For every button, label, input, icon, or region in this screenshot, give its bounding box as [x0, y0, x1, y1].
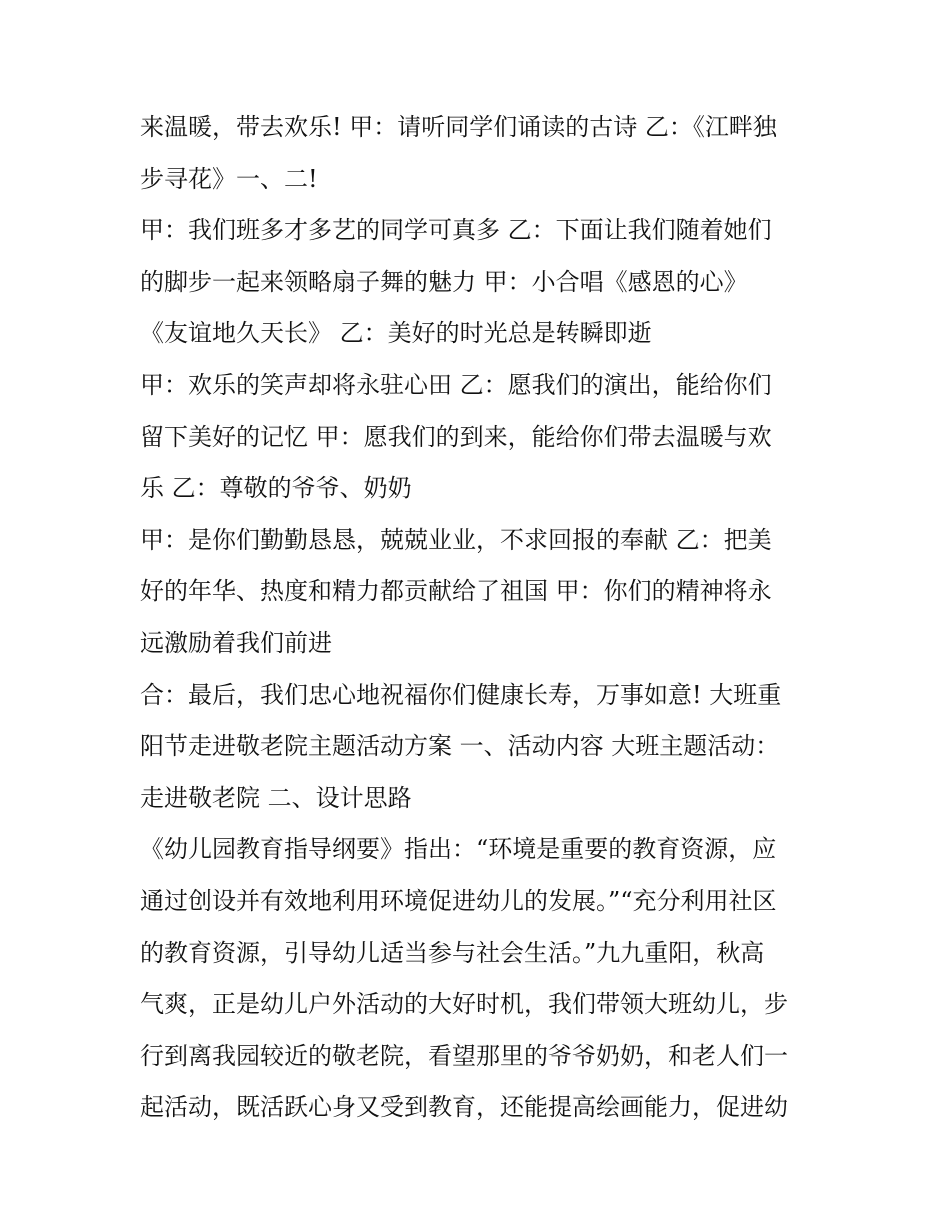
text-line: 步寻花》一、二!: [140, 164, 318, 193]
text-line: 《幼儿园教育指导纲要》指出：“环境是重要的教育资源，应: [140, 835, 777, 864]
text-line: 甲：我们班多才多艺的同学可真多 乙：下面让我们随着她们: [140, 216, 772, 245]
text-line: 阳节走进敬老院主题活动方案 一、活动内容 大班主题活动：: [140, 732, 780, 761]
text-line: 甲：是你们勤勤恳恳，兢兢业业，不求回报的奉献 乙：把美: [140, 525, 772, 554]
text-line: 通过创设并有效地利用环境促进幼儿的发展。”“充分利用社区: [140, 886, 777, 915]
text-line: 乐 乙：尊敬的爷爷、奶奶: [140, 474, 412, 503]
text-line: 远激励着我们前进: [140, 628, 332, 657]
text-line: 气爽，正是幼儿户外活动的大好时机，我们带领大班幼儿，步: [140, 990, 788, 1019]
text-line: 行到离我园较近的敬老院，看望那里的爷爷奶奶，和老人们一: [140, 1041, 788, 1070]
text-line: 好的年华、热度和精力都贡献给了祖国 甲：你们的精神将永: [140, 577, 772, 606]
text-line: 留下美好的记忆 甲：愿我们的到来，能给你们带去温暖与欢: [140, 422, 772, 451]
text-line: 合：最后，我们忠心地祝福你们健康长寿，万事如意! 大班重: [140, 680, 782, 709]
text-line: 的教育资源，引导幼儿适当参与社会生活。”九九重阳，秋高: [140, 938, 765, 967]
text-line: 的脚步一起来领略扇子舞的魅力 甲：小合唱《感恩的心》: [140, 267, 748, 296]
text-line: 起活动，既活跃心身又受到教育，还能提高绘画能力，促进幼: [140, 1093, 788, 1122]
text-line: 走进敬老院 二、设计思路: [140, 783, 412, 812]
document-body: [140, 102, 830, 1134]
text-line: 甲：欢乐的笑声却将永驻心田 乙：愿我们的演出，能给你们: [140, 370, 772, 399]
text-line: 来温暖，带去欢乐! 甲：请听同学们诵读的古诗 乙：《江畔独: [140, 113, 777, 141]
text-line: 《友谊地久天长》 乙：美好的时光总是转瞬即逝: [140, 319, 652, 348]
